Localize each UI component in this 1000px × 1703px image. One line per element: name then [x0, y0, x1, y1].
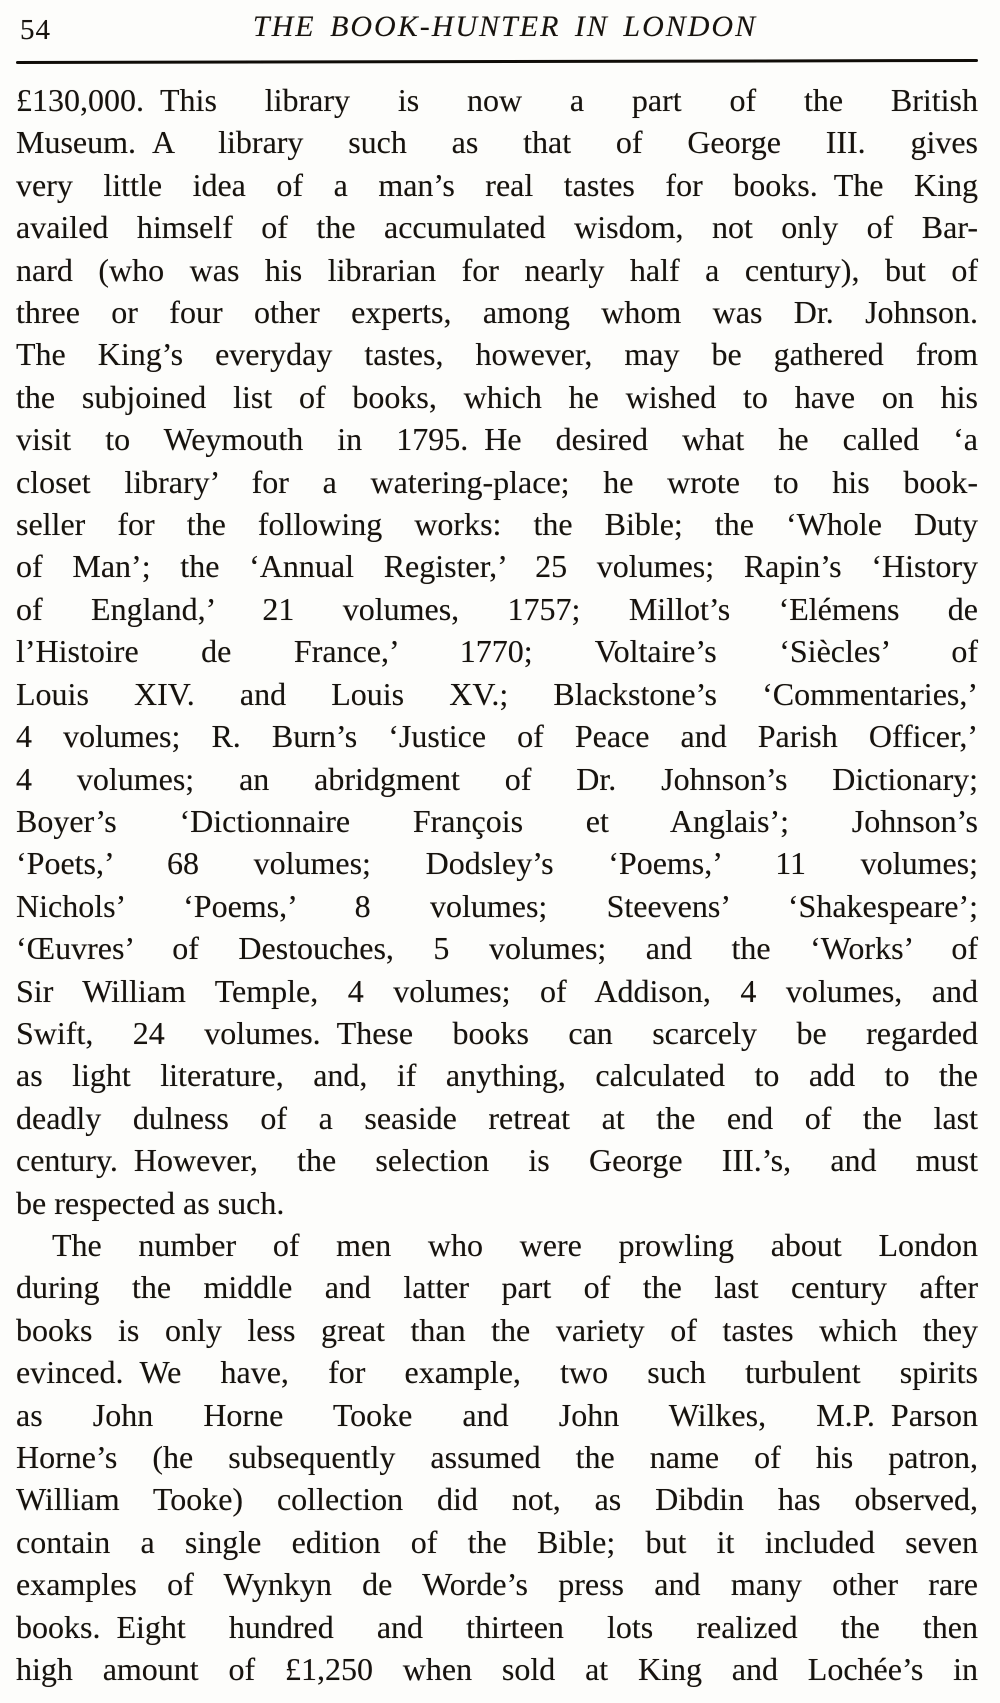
text-line: of England,’ 21 volumes, 1757; Millot’s ‘Elémens de	[16, 590, 978, 627]
text-line: century. However, the selection is George III.’s, and must	[16, 1142, 978, 1179]
text-line: closet library’ for a watering-place; he wrote to his book-	[16, 463, 978, 500]
running-head: THE BOOK-HUNTER IN LONDON	[252, 10, 758, 43]
text-line: Louis XIV. and Louis XV.; Blackstone’s ‘Commentaries,’	[16, 675, 978, 712]
page-number: 54	[20, 14, 51, 46]
header-rule	[16, 59, 978, 64]
text-line: Nichols’ ‘Poems,’ 8 volumes; Steevens’ ‘Shakespeare’;	[16, 887, 978, 924]
text-line: visit to Weymouth in 1795. He desired what he called ‘a	[16, 421, 978, 458]
text-line: of Man’; the ‘Annual Register,’ 25 volumes; Rapin’s ‘History	[16, 548, 978, 585]
text-line: Sir William Temple, 4 volumes; of Addison, 4 volumes, and	[16, 972, 978, 1009]
text-line: examples of Wynkyn de Worde’s press and many other rare	[16, 1566, 978, 1603]
text-line: as John Horne Tooke and John Wilkes, M.P. Parson	[16, 1396, 978, 1433]
text-line: seller for the following works: the Bible; the ‘Whole Duty	[16, 506, 978, 543]
page-header	[16, 0, 978, 56]
text-line: availed himself of the accumulated wisdom, not only of Bar-	[16, 209, 978, 246]
text-line: William Tooke) collection did not, as Dibdin has observed,	[16, 1481, 978, 1518]
text-line: very little idea of a man’s real tastes for books. The King	[16, 166, 978, 203]
text-line: as light literature, and, if anything, calculated to add to the	[16, 1057, 978, 1094]
text-line: Horne’s (he subsequently assumed the name of his patron,	[16, 1439, 978, 1475]
text-line: £130,000. This library is now a part of the British	[16, 82, 978, 118]
text-line: Museum. A library such as that of George III. gives	[16, 124, 978, 161]
text-line: 4 volumes; an abridgment of Dr. Johnson’s Dictionary;	[16, 760, 978, 797]
text-line: during the middle and latter part of the last century after	[16, 1269, 978, 1306]
text-line: books is only less great than the variety of tastes which they	[16, 1311, 978, 1348]
text-line: The King’s everyday tastes, however, may be gathered from	[16, 336, 978, 373]
text-line: Swift, 24 volumes. These books can scarcely be regarded	[16, 1014, 978, 1051]
text-line: l’Histoire de France,’ 1770; Voltaire’s ‘Siècles’ of	[16, 633, 978, 670]
text-line: 4 volumes; R. Burn’s ‘Justice of Peace and Parish Officer,’	[16, 718, 978, 755]
page-body	[16, 79, 978, 1690]
text-line: nard (who was his librarian for nearly half a century), but of	[16, 251, 978, 288]
text-line: be respected as such.	[16, 1184, 285, 1221]
text-line: deadly dulness of a seaside retreat at the end of the last	[16, 1099, 978, 1136]
text-line: ‘Œuvres’ of Destouches, 5 volumes; and the ‘Works’ of	[16, 930, 978, 967]
text-line: contain a single edition of the Bible; but it included seven	[16, 1523, 978, 1560]
text-line: high amount of £1,250 when sold at King and Lochée’s in	[16, 1651, 978, 1688]
text-line: ‘Poets,’ 68 volumes; Dodsley’s ‘Poems,’ 11 volumes;	[16, 845, 978, 882]
text-line: the subjoined list of books, which he wished to have on his	[16, 378, 978, 415]
paragraph-1	[16, 79, 978, 1224]
text-line: evinced. We have, for example, two such turbulent spirits	[16, 1354, 978, 1391]
text-line: The number of men who were prowling about London	[52, 1226, 978, 1263]
text-line: Boyer’s ‘Dictionnaire François et Anglais’; Johnson’s	[16, 802, 978, 839]
text-line: three or four other experts, among whom was Dr. Johnson.	[16, 294, 978, 331]
paragraph-2	[16, 1224, 978, 1690]
text-line: books. Eight hundred and thirteen lots realized the then	[16, 1608, 978, 1645]
